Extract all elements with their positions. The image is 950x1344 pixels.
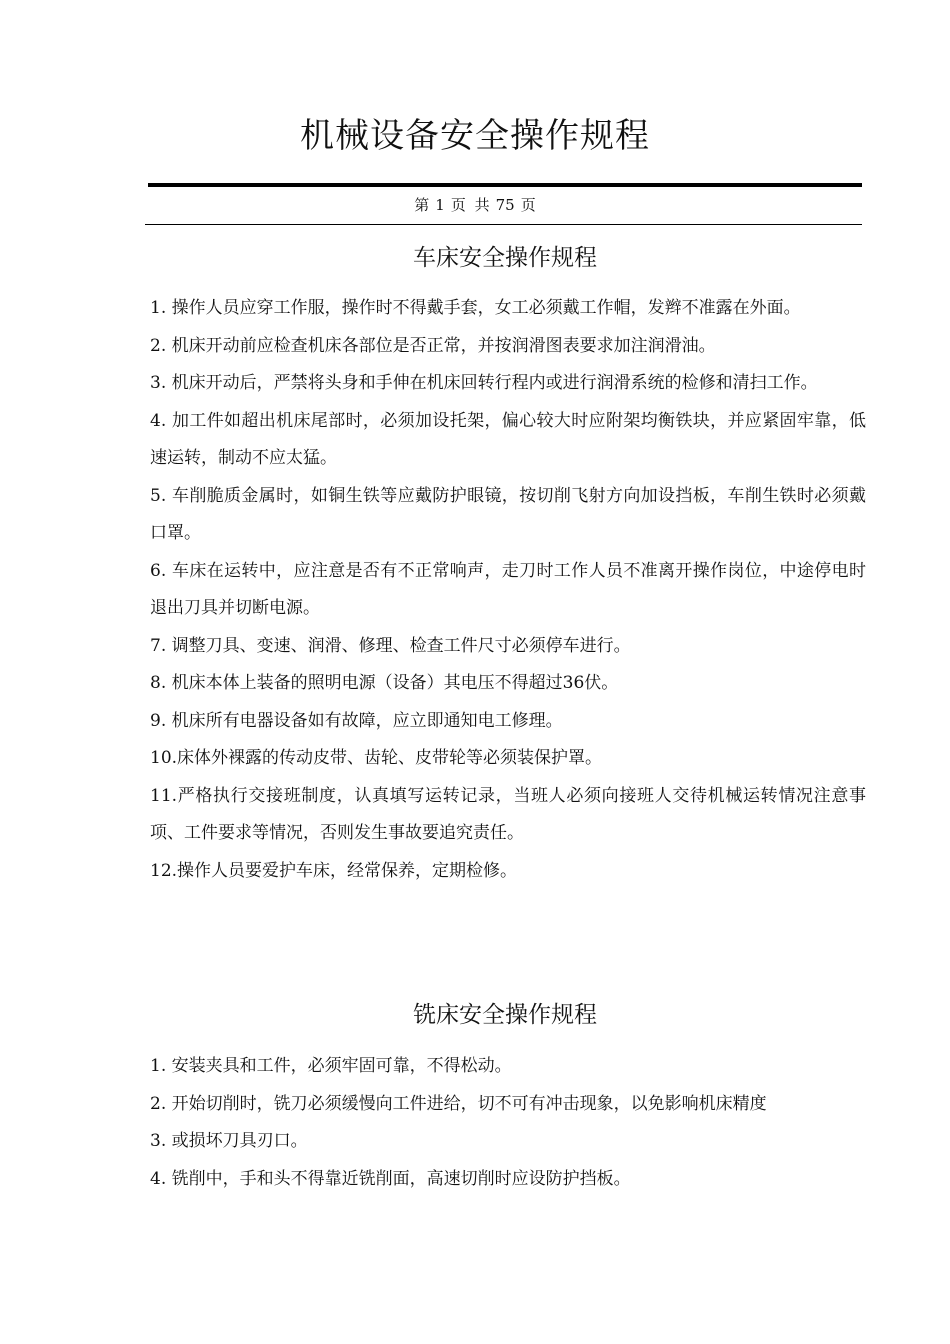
list-item: 5. 车削脆质金属时，如铜生铁等应戴防护眼镜，按切削飞射方向加设挡板，车削生铁时必须戴口罩。 [150, 485, 866, 543]
page-total: 75 [495, 196, 515, 214]
list-item: 10.床体外裸露的传动皮带、齿轮、皮带轮等必须装保护罩。 [150, 748, 603, 768]
list-item: 4. 铣削中，手和头不得靠近铣削面，高速切削时应设防护挡板。 [150, 1168, 631, 1189]
page-indicator [0, 193, 950, 217]
list-item: 6. 车床在运转中，应注意是否有不正常响声，走刀时工作人员不准离开操作岗位，中途停电时退出刀具并切断电源。 [150, 560, 866, 618]
list-item: 9. 机床所有电器设备如有故障，应立即通知电工修理。 [150, 710, 563, 731]
list-item: 11.严格执行交接班制度，认真填写运转记录，当班人必须向接班人交待机械运转情况注意事项、工件要求等情况，否则发生事故要追究责任。 [150, 785, 866, 843]
list-item: 3. 机床开动后，严禁将头身和手伸在机床回转行程内或进行润滑系统的检修和清扫工作。 [150, 373, 818, 393]
list-item: 3. 或损坏刀具刃口。 [150, 1131, 308, 1151]
page-prefix: 第 [414, 196, 430, 214]
list-item: 8. 机床本体上装备的照明电源（设备）其电压不得超过36伏。 [150, 673, 619, 693]
list-item: 12.操作人员要爱护车床，经常保养，定期检修。 [150, 860, 518, 881]
list-item: 2. 机床开动前应检查机床各部位是否正常，并按润滑图表要求加注润滑油。 [150, 335, 716, 356]
list-item: 7. 调整刀具、变速、润滑、修理、检查工件尺寸必须停车进行。 [150, 635, 631, 656]
document-title: 机械设备安全操作规程 [300, 116, 650, 156]
list-item: 1. 安装夹具和工件，必须牢固可靠，不得松动。 [150, 1056, 512, 1076]
section-title-milling: 铣床安全操作规程 [413, 1002, 597, 1028]
page-suffix: 页 [520, 196, 536, 214]
section-title-lathe: 车床安全操作规程 [413, 245, 597, 271]
header-rule-thick [148, 183, 862, 187]
list-item: 4. 加工件如超出机床尾部时，必须加设托架，偏心较大时应附架均衡铁块，并应紧固牢靠，低速运转，制动不应太猛。 [150, 410, 866, 468]
header-rule-thin [145, 224, 862, 225]
page-current: 1 [435, 196, 445, 214]
lathe-rules-list [150, 290, 866, 890]
list-item: 2. 开始切削时，铣刀必须缓慢向工件进给，切不可有冲击现象，以免影响机床精度 [150, 1093, 767, 1114]
list-item: 1. 操作人员应穿工作服，操作时不得戴手套，女工必须戴工作帽，发辫不准露在外面。 [150, 298, 801, 318]
milling-rules-list [150, 1048, 866, 1198]
page-middle: 页 共 [450, 196, 490, 214]
